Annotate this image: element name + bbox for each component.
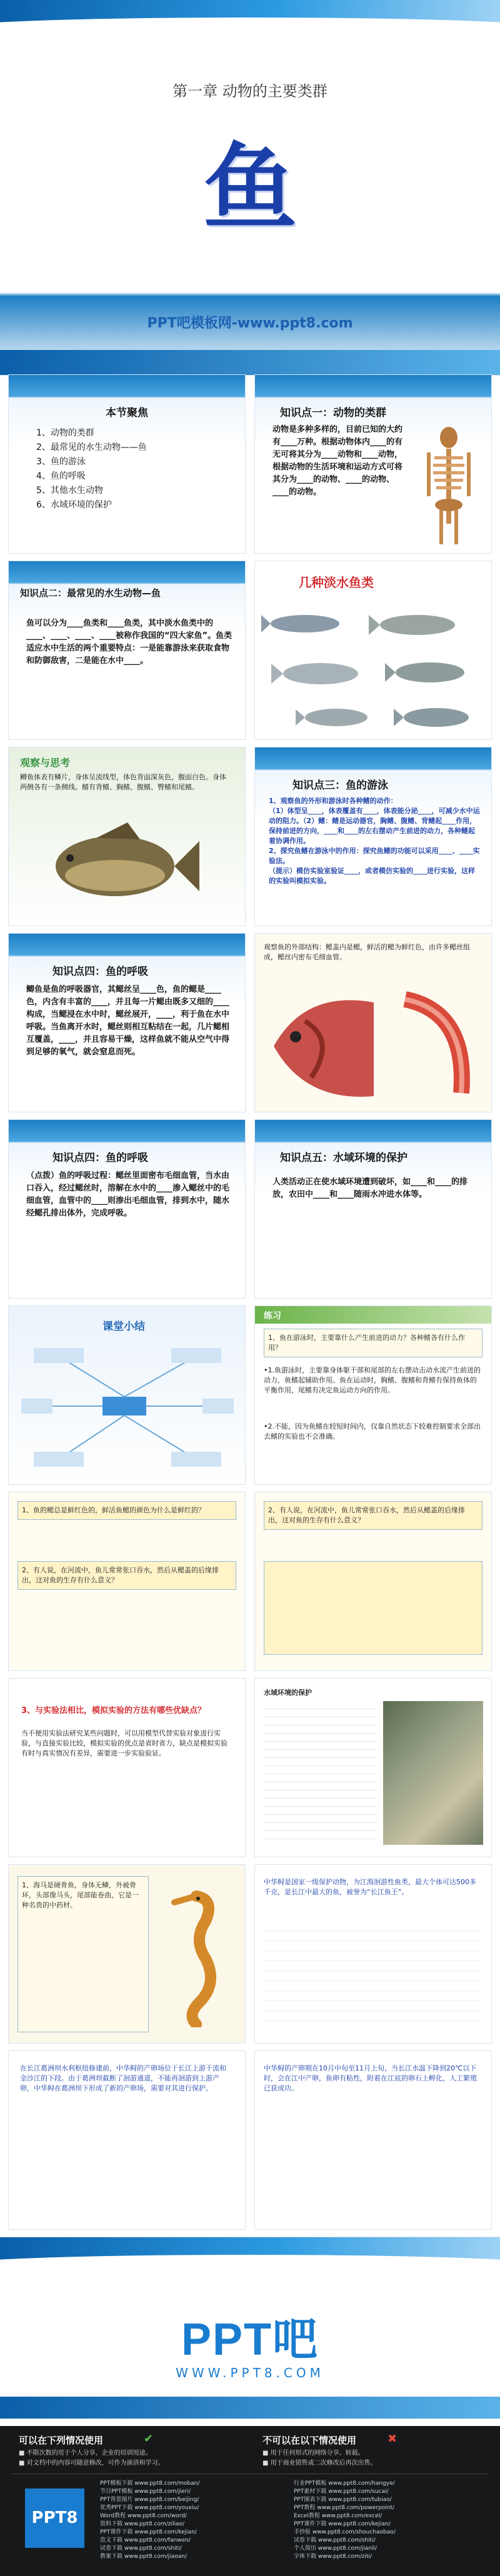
cover-site[interactable]: PPT吧模板网-www.ppt8.com <box>147 316 353 331</box>
sturgeon-text-extra <box>264 1921 482 2027</box>
slide-observation <box>9 747 245 926</box>
kp4a-text: 鲫鱼是鱼的呼吸器官，其鳃丝呈____色，鱼的鳃是____色，内含有丰富的____，并且每一片鳃由既多又细的____构成，当鳃浸在水中时，鳃丝展开，____，利于鱼在水中呼吸。当鱼离开水时，鳃丝则相互粘结在一起，几片鳃相互覆盖，____，并且容易干燥，这样鱼就不能从空气中得到足够的氧气，就会窒息而死。 <box>26 985 230 1057</box>
question-3-answer <box>264 1561 482 1655</box>
slide-question-2 <box>255 1492 491 1670</box>
kp3-item-2: （1）体型呈____，体表覆盖有____，体表能分泌____，可减少水中运动的阻力。（2）鳍：鳍是运动器官，胸鳍、腹鳍、背鳍起____作用，保持前进的方向，____和____的左右摆动产生前进的动力，各种鳍起着协调作用。 <box>269 807 480 845</box>
link-right-3[interactable]: PPT图表下载 www.ppt8.com/tubiao/ <box>294 2497 392 2503</box>
slide-kp4a <box>9 934 245 1112</box>
kp4b-text: （点拨）鱼的呼吸过程：鳃丝里面密布毛细血管，当水由口吞入，经过鳃丝时，溶解在水中的____渗入鳃丝中的毛细血管，血管中的____则渗出毛细血管，排到水中，随水经鳃孔排出体外，完成呼吸。 <box>26 1171 230 1218</box>
link-left-1[interactable]: PPT模板下载 www.ppt8.com/moban/ <box>100 2480 200 2487</box>
slide-kp1 <box>255 375 491 553</box>
practice-header-bar <box>255 1306 491 1324</box>
kp4a-title: 知识点四：鱼的呼吸 <box>52 966 148 978</box>
link-left-9[interactable]: 试卷下载 www.ppt8.com/shiti/ <box>100 2545 182 2552</box>
dam-text: 在长江葛洲坝水利枢纽修建前，中华鲟的产卵场位于长江上游干流和金沙江的下段。由于葛洲坝截断了洄游通道，不能再洄游到上游产卵，中华鲟在葛洲坝下形成了新的产卵场，需要对其进行保护。 <box>20 2064 226 2092</box>
slide-gill <box>255 934 491 1112</box>
link-right-1[interactable]: 行业PPT模板 www.ppt8.com/hangye/ <box>294 2480 395 2487</box>
observation-text: 鲫鱼体表有鳞片，身体呈流线型，体色背面深灰色，腹面白色。身体两侧各有一条侧线。鳍有背鳍、胸鳍、腹鳍、臀鳍和尾鳍。 <box>20 773 226 791</box>
section-item-3: 3、鱼的游泳 <box>36 457 86 467</box>
slide-dam <box>9 2051 245 2229</box>
slide-kp5 <box>255 1120 491 1298</box>
kp3-item-4: （提示）模仿实验室验证____，或者模仿实验的____进行实验，这样的实验叫模拟实验。 <box>269 867 475 885</box>
polluted-water-image <box>383 1701 483 1845</box>
section-item-2: 2、最常见的水生动物——鱼 <box>36 442 147 452</box>
kp3-item-3: 2、探究鱼鳍在游泳中的作用：探究鱼鳍的功能可以采用____、____实验法。 <box>269 847 480 865</box>
kp2-text: 鱼可以分为____鱼类和____鱼类，其中淡水鱼类中的____、____、____、____被称作我国的“四大家鱼”。鱼类适应水中生活的两个重要特点：一是能靠游泳来获取食物和防御敌害，二是能在水中____。 <box>26 619 232 666</box>
kp3-list <box>269 796 481 886</box>
link-left-8[interactable]: 范文下载 www.ppt8.com/fanwen/ <box>100 2537 191 2544</box>
link-left-7[interactable]: PPT课件下载 www.ppt8.com/kejian/ <box>100 2529 197 2535</box>
observation-title: 观察与思考 <box>20 757 71 769</box>
link-left-4[interactable]: 优秀PPT下载 www.ppt8.com/youxiu/ <box>100 2505 199 2511</box>
slide-seahorse <box>9 1865 245 2043</box>
link-left-10[interactable]: 教案下载 www.ppt8.com/jiaoan/ <box>100 2554 188 2560</box>
slide-kp2 <box>9 561 245 739</box>
usage-forbidden-2: ■ 用于商业销售或二次修改后再次出售。 <box>262 2460 377 2467</box>
cover-bottom-wave <box>0 350 500 375</box>
summary-title: 课堂小结 <box>102 1320 145 1333</box>
brand-slide <box>0 2237 500 2419</box>
section-item-4: 4、鱼的呼吸 <box>36 471 86 481</box>
water-lines <box>264 1701 376 1845</box>
link-right-9[interactable]: 个人简历 www.ppt8.com/jianli/ <box>294 2545 378 2552</box>
question-3-box: 2、有人说，在河流中，鱼儿常常张口吞水，然后从鳃盖的后缘排出，这对鱼的生存有什么意义？ <box>264 1501 482 1530</box>
cover-top-wave <box>0 0 500 27</box>
brand-url[interactable]: WWW.PPT8.COM <box>176 2365 324 2380</box>
usage-footer <box>0 2426 500 2576</box>
section-item-5: 5、其他水生动物 <box>36 486 103 496</box>
slide-summary <box>9 1306 245 1484</box>
link-left-3[interactable]: PPT背景图片 www.ppt8.com/beijing/ <box>100 2497 199 2503</box>
section-item-1: 1、动物的类群 <box>36 428 94 438</box>
gill-text: 观察鱼的外部结构：鳃盖内是鳃，鲜活的鳃为鲜红色，由许多鳃丝组成，鳃丝内密布毛细血管。 <box>264 943 470 961</box>
section-item-6: 6、水域环境的保护 <box>36 500 112 510</box>
slide-kp3 <box>255 747 491 926</box>
brand-bottom-wave <box>0 2397 500 2419</box>
slide-kp4b <box>9 1120 245 1298</box>
fish-types-title: 几种淡水鱼类 <box>299 575 374 590</box>
spawn-text: 中华鲟的产卵期在10月中旬至11月上旬，当长江水温下降到20℃以下时，会在江中产卵，鱼卵有粘性，附着在江底的卵石上孵化，人工繁殖已获成功。 <box>264 2064 477 2092</box>
practice-answer-2: •2.不能，因为鱼鳍在较短时间内，仅靠自然状态下较难控制要求全部出去鳍的实验也不会准确。 <box>264 1422 481 1440</box>
question-2-box: 2、有人说，在河流中，鱼儿常常张口吞水，然后从鳃盖的后缘排出，这对鱼的生存有什么意义？ <box>18 1561 236 1590</box>
link-right-2[interactable]: PPT素材下载 www.ppt8.com/sucai/ <box>294 2489 389 2495</box>
fish-head-image <box>268 984 380 1102</box>
slide-sturgeon <box>255 1865 491 2043</box>
kp4b-title: 知识点四：鱼的呼吸 <box>52 1152 148 1164</box>
sturgeon-text: 中华鲟是国家一级保护动物，为江海洄游性鱼类，最大个体可达500多千克，是长江中最大的鱼，被誉为“长江鱼王”。 <box>264 1878 476 1896</box>
links-right <box>294 2480 396 2561</box>
kp5-title: 知识点五：水域环境的保护 <box>280 1152 408 1164</box>
ppt8-footer-logo: PPT8 <box>25 2489 84 2548</box>
link-right-5[interactable]: Excel教程 www.ppt8.com/excel/ <box>294 2513 382 2519</box>
slide-water-protection <box>255 1679 491 1857</box>
usage-allowed-title: 可以在下列情况使用 <box>19 2435 104 2446</box>
link-right-8[interactable]: 试卷下载 www.ppt8.com/shiti/ <box>294 2537 376 2544</box>
practice-question-1: 1、鱼在游泳时，主要靠什么产生前进的动力？各种鳍各有什么作用？ <box>264 1329 482 1357</box>
question-4-answer: 当不便用实验法研究某些问题时，可以用模型代替实验对象进行实验，与直接实验比较，模拟实验的优点是省时省力，缺点是模拟实验有时与真实情况有差异，需要进一步实验验证。 <box>21 1729 228 1757</box>
link-right-6[interactable]: PPT课件下载 www.ppt8.com/kejian/ <box>294 2521 391 2527</box>
slide-fish-types <box>255 561 491 739</box>
water-protection-title: 水域环境的保护 <box>264 1689 312 1697</box>
question-4-title: 3、与实验法相比，模拟实验的方法有哪些优缺点？ <box>21 1706 206 1715</box>
fish-images <box>261 599 486 736</box>
practice-answer-1: •1.鱼游泳时，主要靠身体躯干部和尾部的左右摆动击动水流产生前进的动力，鱼鳍起辅助作用。鱼在运动时，胸鳍、腹鳍和背鳍有保持鱼体的平衡作用，尾鳍有决定鱼运动方向的作用。 <box>264 1366 481 1394</box>
summary-mindmap <box>21 1340 234 1475</box>
brand-top-wave <box>0 2237 500 2265</box>
section-list <box>36 426 147 512</box>
kp3-item-1: 1、观察鱼的外形和游泳时各种鳍的动作： <box>269 797 398 805</box>
slide-section-list <box>9 375 245 553</box>
cover-slide <box>0 0 500 375</box>
skeleton-image <box>421 424 477 546</box>
question-1-box: 1、鱼的鳃总是鲜红色的，鲜活鱼鳃的颜色为什么是鲜红的？ <box>18 1501 236 1520</box>
usage-allowed-1: ■ 不限次数的用于个人分享，企业的培训用途。 <box>19 2450 152 2457</box>
seahorse-image <box>162 1884 231 2027</box>
links-left <box>100 2480 199 2561</box>
link-right-10[interactable]: 字体下载 www.ppt8.com/ziti/ <box>294 2554 372 2560</box>
slide-practice <box>255 1306 491 1484</box>
link-right-7[interactable]: 手抄报 www.ppt8.com/shouchaobao/ <box>294 2529 396 2535</box>
gill-diagram-image <box>392 987 480 1099</box>
slide-sturgeon-spawn <box>255 2051 491 2229</box>
kp3-title: 知识点三：鱼的游泳 <box>292 779 388 792</box>
brand-logo: PPT吧 <box>181 2315 319 2365</box>
cross-icon: ✖ <box>388 2432 398 2445</box>
link-left-5[interactable]: Word教程 www.ppt8.com/word/ <box>100 2513 188 2519</box>
slide-question-1 <box>9 1492 245 1670</box>
link-left-2[interactable]: 节日PPT模板 www.ppt8.com/jieri/ <box>100 2489 191 2495</box>
usage-forbidden-title: 不可以在以下情况使用 <box>262 2435 357 2446</box>
cover-chapter-title: 第一章 动物的主要类群 <box>172 82 328 100</box>
link-right-4[interactable]: PPT教程 www.ppt8.com/powerpoint/ <box>294 2505 394 2511</box>
usage-forbidden-1: ■ 用于任何形式的网络分享、转载。 <box>262 2450 364 2457</box>
slide-question-4 <box>9 1679 245 1857</box>
seahorse-text: 1、海马是硬骨鱼，身体无鳞，外被骨环，头部像马头，尾部能卷曲，它是一种名贵的中药材。 <box>18 1876 149 2032</box>
kp1-text: 动物是多种多样的，目前已知的大约有____万种。根据动物体内____的有无可将其分为____动物和____动物，根据动物的生活环境和运动方式可将其分为____的动物、____的动物、____的动物。 <box>272 425 403 497</box>
kp5-text: 人类活动正在使水域环境遭到破坏，如____和____的排放，农田中____和____随雨水冲进水体等。 <box>272 1177 468 1199</box>
kp2-title: 知识点二：最常见的水生动物—鱼 <box>20 587 161 599</box>
carp-image <box>40 813 202 919</box>
practice-title: 练习 <box>264 1311 281 1321</box>
check-icon: ✔ <box>144 2432 154 2445</box>
kp1-title: 知识点一：动物的类群 <box>280 407 386 419</box>
usage-allowed-2: ■ 对文档中的内容可随意修改，可作为演讲和学习。 <box>19 2460 164 2467</box>
section-list-title: 本节聚焦 <box>106 407 148 419</box>
link-left-6[interactable]: 资料下载 www.ppt8.com/ziliao/ <box>100 2521 185 2527</box>
cover-big-char: 鱼 <box>202 132 297 242</box>
